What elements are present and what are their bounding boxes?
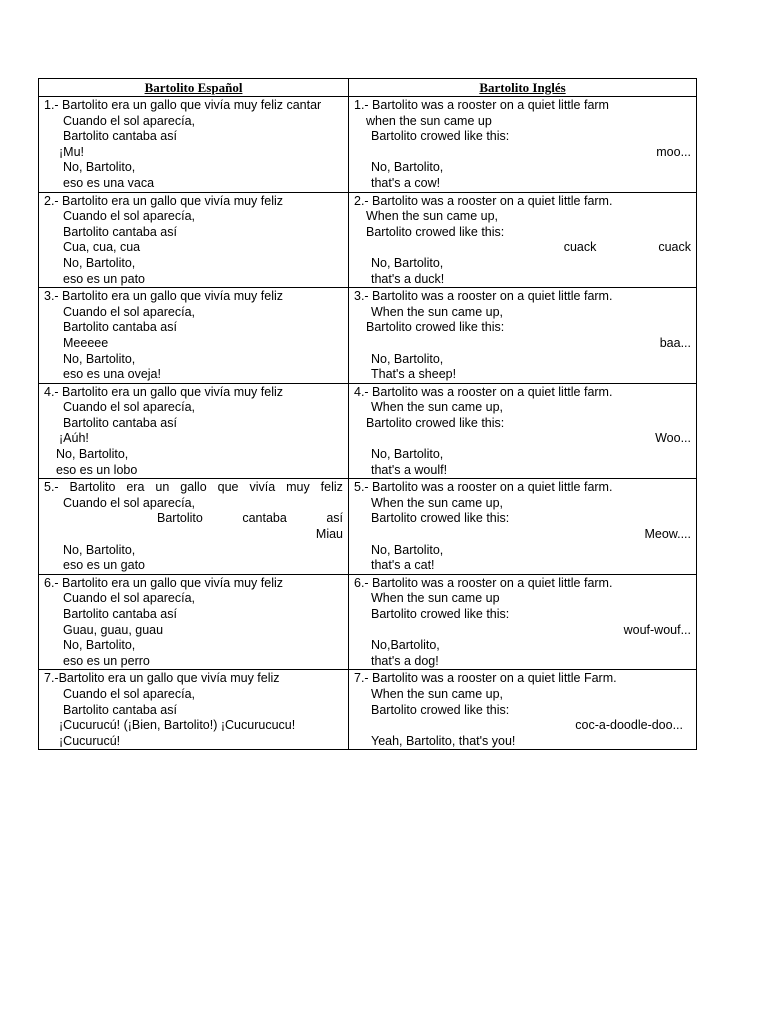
verse-spanish	[39, 670, 349, 750]
verse-line: Woo...	[655, 431, 691, 446]
verse-spanish	[39, 479, 349, 575]
verse-line: that's a dog!	[371, 653, 439, 668]
verse-line: Bartolito crowed like this:	[371, 607, 510, 621]
verse-line: Cuando el sol aparecía,	[63, 591, 196, 606]
verse-line: Cua, cua, cua	[63, 240, 141, 255]
sound-word: cuack	[658, 240, 691, 255]
verse-line: Bartolito cantaba así	[63, 224, 177, 239]
word: era	[126, 480, 145, 495]
verse-line: when the sun came up	[366, 113, 492, 128]
verse-line: 2.- Bartolito era un gallo que vivía muy feliz	[44, 193, 284, 208]
verse-line	[44, 511, 343, 527]
word: que	[217, 480, 239, 495]
verse-spanish	[39, 192, 349, 288]
verse-line: Cuando el sol aparecía,	[63, 304, 196, 319]
verse-line: Bartolito crowed like this:	[366, 224, 505, 239]
verse-row	[39, 383, 697, 479]
verse-line: 4.- Bartolito was a rooster on a quiet little farm.	[354, 384, 613, 399]
verse-line: When the sun came up	[371, 591, 500, 606]
verse-line: baa...	[659, 335, 691, 350]
verse-line: that's a cat!	[371, 558, 435, 573]
verse-line: that's a woulf!	[371, 462, 448, 477]
word: Bartolito	[157, 511, 203, 526]
verse-line: Bartolito cantaba así	[63, 320, 177, 335]
word: vivía	[249, 480, 276, 495]
verse-line: When the sun came up,	[371, 495, 504, 510]
verse-line: Bartolito crowed like this:	[371, 702, 510, 717]
verse-line: No, Bartolito,	[371, 542, 444, 557]
verse-line: wouf-wouf...	[623, 622, 691, 637]
verse-row	[39, 479, 697, 575]
verse-line: No, Bartolito,	[371, 351, 444, 366]
verse-line: 7.- Bartolito was a rooster on a quiet little Farm.	[354, 671, 617, 686]
verse-line: eso es una oveja!	[63, 367, 161, 382]
word: así	[326, 511, 343, 526]
verse-line: ¡Mu!	[59, 144, 84, 159]
verse-english	[349, 574, 697, 670]
verse-english	[349, 288, 697, 384]
verse-line: Yeah, Bartolito, that's you!	[371, 733, 516, 748]
verse-line: 6.- Bartolito era un gallo que vivía muy feliz	[44, 575, 284, 590]
verse-spanish	[39, 97, 349, 193]
verse-line: 4.- Bartolito era un gallo que vivía muy feliz	[44, 384, 284, 399]
verse-line: 5.- Bartolito was a rooster on a quiet little farm.	[354, 480, 613, 495]
verse-line: ¡Cucurucú!	[59, 733, 121, 748]
verse-line: No, Bartolito,	[63, 160, 136, 175]
word: Bartolito	[69, 480, 116, 495]
verse-row	[39, 574, 697, 670]
verse-line: No, Bartolito,	[63, 255, 136, 270]
verse-line: eso es un pato	[63, 271, 146, 286]
verse-line: No, Bartolito,	[63, 351, 136, 366]
word: un	[155, 480, 170, 495]
verse-line: that's a cow!	[371, 175, 441, 190]
verse-line: Bartolito cantaba así	[63, 129, 177, 144]
verse-row	[39, 97, 697, 193]
verse-line: When the sun came up,	[371, 304, 504, 319]
verse-line	[44, 480, 343, 496]
verse-line: eso es un lobo	[56, 462, 138, 477]
verse-line: Meow....	[644, 527, 691, 542]
verse-line: Cuando el sol aparecía,	[63, 686, 196, 701]
verse-line: Cuando el sol aparecía,	[63, 209, 196, 224]
verse-line: Cuando el sol aparecía,	[63, 113, 196, 128]
verse-spanish	[39, 383, 349, 479]
verse-english	[349, 383, 697, 479]
word: gallo	[180, 480, 207, 495]
verse-row	[39, 288, 697, 384]
word: muy	[286, 480, 310, 495]
verse-line: that's a duck!	[371, 271, 445, 286]
verse-line: 7.-Bartolito era un gallo que vivía muy feliz	[44, 671, 280, 686]
verse-line: No, Bartolito,	[56, 447, 129, 462]
verse-line: Bartolito crowed like this:	[371, 511, 510, 526]
verse-line: When the sun came up,	[371, 686, 504, 701]
verse-line: 2.- Bartolito was a rooster on a quiet little farm.	[354, 193, 613, 208]
verse-line: 3.- Bartolito was a rooster on a quiet little farm.	[354, 289, 613, 304]
verse-line: ¡Aúh!	[59, 431, 89, 446]
verse-line: ¡Cucurucú! (¡Bien, Bartolito!) ¡Cucurucucu!	[59, 718, 296, 733]
verse-line: No, Bartolito,	[371, 447, 444, 462]
verse-line	[354, 240, 691, 256]
verse-line: Meeeee	[63, 335, 109, 350]
verse-line: No,Bartolito,	[371, 638, 440, 653]
verse-line: 3.- Bartolito era un gallo que vivía muy feliz	[44, 289, 284, 304]
word: 5.-	[44, 480, 59, 495]
verse-line: No, Bartolito,	[63, 638, 136, 653]
verse-english	[349, 97, 697, 193]
verse-line: No, Bartolito,	[371, 255, 444, 270]
verse-line: Bartolito crowed like this:	[366, 415, 505, 430]
verse-english	[349, 479, 697, 575]
verse-line: Bartolito crowed like this:	[371, 129, 510, 144]
header-english: Bartolito Inglés	[349, 79, 697, 97]
verse-line: Bartolito cantaba así	[63, 607, 177, 621]
verse-line: 1.- Bartolito was a rooster on a quiet little farm	[354, 98, 609, 112]
verse-line: eso es una vaca	[63, 175, 155, 190]
verse-line: When the sun came up,	[371, 400, 504, 415]
verse-line: Cuando el sol aparecía,	[63, 400, 196, 415]
verse-line: No, Bartolito,	[371, 160, 444, 175]
verse-spanish	[39, 288, 349, 384]
word: cantaba	[242, 511, 287, 526]
verse-line: eso es un gato	[63, 558, 146, 573]
verse-line: 1.- Bartolito era un gallo que vivía muy feliz cantar	[44, 98, 322, 112]
verse-line: coc-a-doodle-doo...	[575, 718, 683, 733]
verse-line: When the sun came up,	[366, 209, 499, 224]
verse-line: Miau	[315, 527, 343, 542]
sound-word: cuack	[563, 240, 597, 255]
verse-english	[349, 192, 697, 288]
word: feliz	[320, 480, 343, 495]
verse-line: 6.- Bartolito was a rooster on a quiet little farm.	[354, 575, 613, 590]
verse-line: That's a sheep!	[371, 367, 457, 382]
verse-line: Guau, guau, guau	[63, 622, 164, 637]
lyrics-table	[38, 78, 697, 750]
verse-line: moo...	[656, 144, 691, 159]
verse-line: Cuando el sol aparecía,	[63, 495, 196, 510]
verse-spanish	[39, 574, 349, 670]
verse-english	[349, 670, 697, 750]
verse-line: eso es un perro	[63, 653, 150, 668]
verse-line: Bartolito cantaba así	[63, 415, 177, 430]
verse-line: No, Bartolito,	[63, 542, 136, 557]
verse-row	[39, 670, 697, 750]
header-spanish: Bartolito Español	[39, 79, 349, 97]
verse-row	[39, 192, 697, 288]
header-row	[39, 79, 697, 97]
verse-line: Bartolito cantaba así	[63, 702, 177, 717]
verse-line: Bartolito crowed like this:	[366, 320, 505, 335]
